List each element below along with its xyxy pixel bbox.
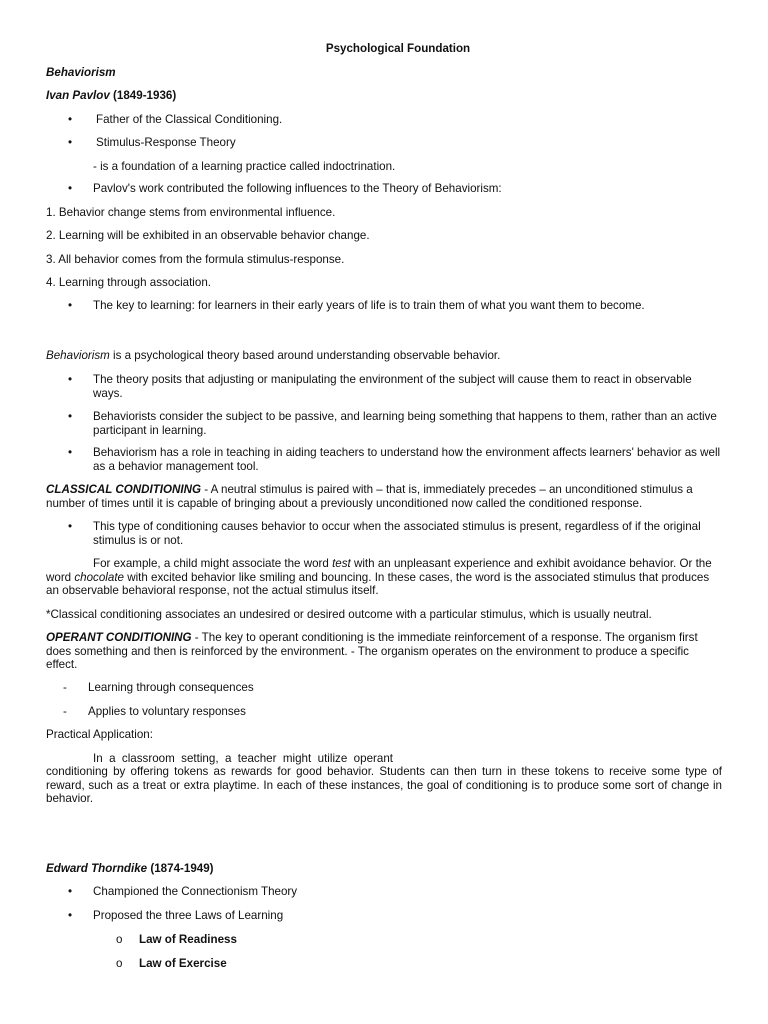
bullet-marker: • (68, 446, 73, 459)
example-text: with an unpleasant experience and exhibit avoidance behavior. Or the word (46, 557, 712, 584)
classical-note: *Classical conditioning associates an undesired or desired outcome with a particular stimulus, which is usually neutral. (46, 608, 652, 621)
list-item: Championed the Connectionism Theory (93, 885, 298, 898)
list-item: Father of the Classical Conditioning. (96, 113, 283, 126)
dash-marker: - (63, 681, 67, 694)
dash-item: Applies to voluntary responses (88, 705, 246, 718)
definition-term: Behaviorism (46, 349, 110, 362)
dash-item: Learning through consequences (88, 681, 254, 694)
person-heading-thorndike (46, 862, 214, 876)
person-years: (1849-1936) (113, 89, 177, 102)
numbered-item: 3. All behavior comes from the formula stimulus-response. (46, 253, 345, 266)
practical-label: Practical Application: (46, 728, 153, 741)
definition-text: is a psychological theory based around understanding observable behavior. (109, 349, 501, 362)
classical-conditioning-paragraph (46, 483, 722, 510)
bullet-marker: • (68, 410, 73, 423)
dash-marker: - (63, 705, 67, 718)
law-item: Law of Readiness (139, 933, 237, 946)
person-years: (1874-1949) (150, 862, 214, 875)
bullet-marker: • (68, 113, 73, 126)
sub-bullet-marker: o (116, 957, 123, 970)
bullet-marker: • (68, 885, 73, 898)
example-word: test (332, 557, 351, 570)
numbered-item: 1. Behavior change stems from environmental influence. (46, 206, 336, 219)
bullet-marker: • (68, 373, 73, 386)
document-title: Psychological Foundation (325, 42, 471, 55)
practical-text: conditioning by offering tokens as rewards for good behavior. Students can then turn in these tokens to receive some type of reward, such as a treat or extra playtime. In each of these instances, the goal of conditioning is to produce some sort of change in behavior. (46, 765, 722, 805)
list-item: The key to learning: for learners in their early years of life is to train them of what you want them to become. (93, 299, 645, 312)
law-item: Law of Exercise (139, 957, 227, 970)
numbered-item: 2. Learning will be exhibited in an observable behavior change. (46, 229, 370, 242)
list-item: This type of conditioning causes behavior to occur when the associated stimulus is present, regardless of if the original stimulus is or not. (93, 520, 701, 547)
list-item: The theory posits that adjusting or manipulating the environment of the subject will cause them to react in observable ways. (93, 373, 692, 400)
operant-text: - The key to operant conditioning is the immediate reinforcement of a response. The organism first does something and then is reinforced by the environment. - The organism operates on the environment to produce a specific effect. (46, 631, 698, 671)
list-item: Behaviorism has a role in teaching in aiding teachers to understand how the environment affects learners' behavior as well as a behavior management tool. (93, 446, 721, 473)
person-name: Ivan Pavlov (46, 89, 110, 102)
bullet-marker: • (68, 182, 73, 195)
list-item: Behaviorists consider the subject to be passive, and learning being something that happens to them, rather than an active participant in learning. (93, 410, 717, 437)
bullet-marker: • (68, 520, 73, 533)
numbered-item: 4. Learning through association. (46, 276, 212, 289)
practical-first-line: In a classroom setting, a teacher might utilize operant (93, 752, 393, 765)
example-text: with excited behavior like smiling and bouncing. In these cases, the word is the associated stimulus that produces an observable behavioral response, not the actual stimulus itself. (46, 570, 710, 597)
term-operant-conditioning: OPERANT CONDITIONING (46, 631, 192, 644)
bullet-marker: • (68, 299, 73, 312)
list-item: Proposed the three Laws of Learning (93, 909, 284, 922)
example-text: For example, a child might associate the word (93, 557, 333, 570)
person-heading-pavlov (46, 89, 176, 103)
term-classical-conditioning: CLASSICAL CONDITIONING (46, 483, 202, 496)
operant-conditioning-paragraph (46, 631, 722, 672)
classical-example (46, 557, 722, 598)
example-word: chocolate (74, 570, 124, 584)
classical-text: - A neutral stimulus is paired with – that is, immediately precedes – an unconditioned stimulus a number of times until it is capable of bringing about a previously unconditioned now called the conditioned response. (46, 483, 693, 510)
section-heading-behaviorism: Behaviorism (46, 66, 116, 79)
sub-note: - is a foundation of a learning practice called indoctrination. (93, 160, 396, 173)
sub-bullet-marker: o (116, 933, 123, 946)
bullet-marker: • (68, 909, 73, 922)
behaviorism-definition (46, 349, 722, 363)
list-item: Pavlov's work contributed the following influences to the Theory of Behaviorism: (93, 182, 502, 195)
person-name: Edward Thorndike (46, 862, 148, 875)
bullet-marker: • (68, 136, 73, 149)
list-item: Stimulus-Response Theory (96, 136, 236, 149)
